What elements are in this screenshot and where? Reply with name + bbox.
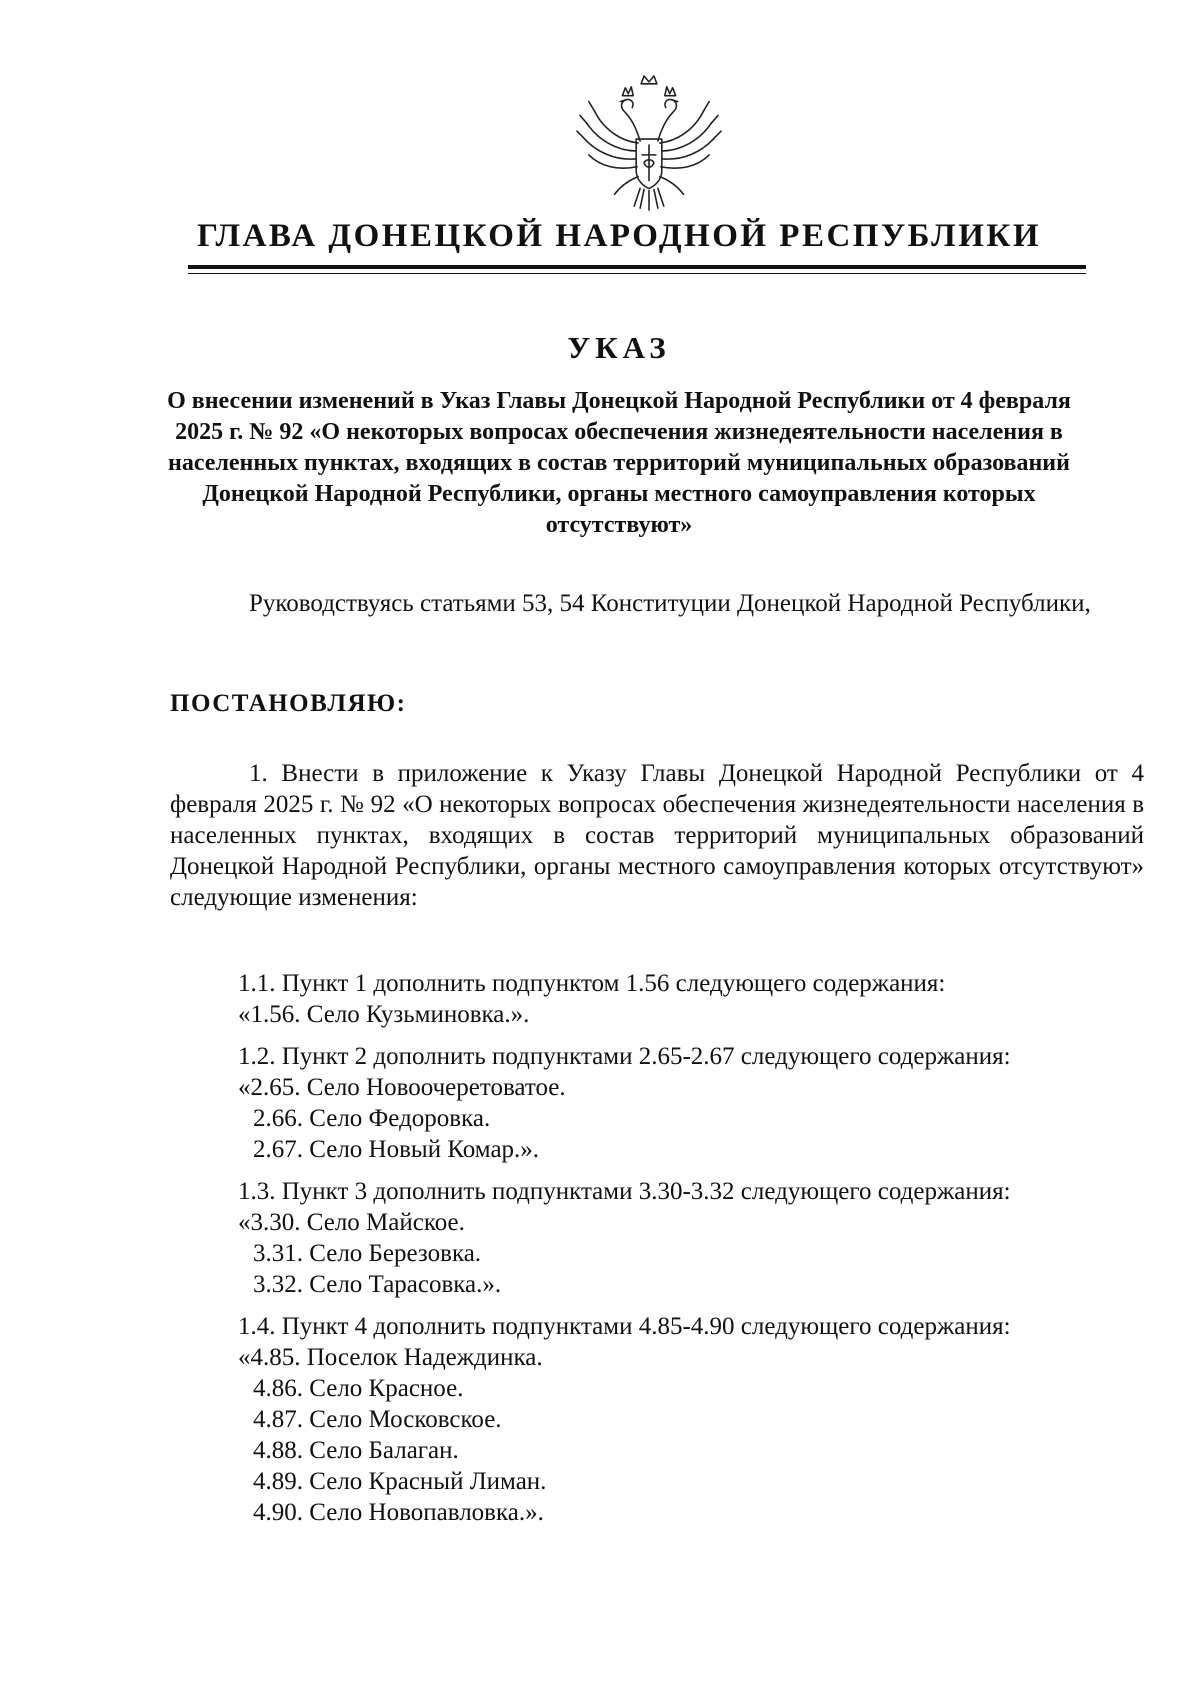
list-item: 4.89. Село Красный Лиман.	[253, 1468, 547, 1495]
subclause-heading: 1.3. Пункт 3 дополнить подпунктами 3.30-3.32 следующего содержания:	[238, 1178, 1011, 1205]
subclause-heading: 1.1. Пункт 1 дополнить подпунктом 1.56 следующего содержания:	[238, 970, 946, 997]
preamble-paragraph: Руководствуясь статьями 53, 54 Конституции Донецкой Народной Республики,	[249, 590, 1091, 617]
header-divider-thin	[188, 273, 1086, 274]
resolve-heading: ПОСТАНОВЛЯЮ:	[170, 690, 407, 717]
list-item: 4.90. Село Новопавловка.».	[253, 1499, 544, 1526]
list-item: «2.65. Село Новоочеретоватое.	[238, 1074, 566, 1101]
list-item: 4.88. Село Балаган.	[253, 1437, 459, 1464]
list-item: 4.87. Село Московское.	[253, 1406, 502, 1433]
list-item: 3.32. Село Тарасовка.».	[253, 1271, 502, 1298]
subclause-1-2	[238, 1041, 1158, 1165]
clause-1-paragraph: 1. Внести в приложение к Указу Главы Донецкой Народной Республики от 4 февраля 2025 г. № 92 «О некоторых вопросах обеспечения жизнедеятельности населения в населенных пунктах, входящих в состав территорий муниципальных образований Донецкой Народной Республики, органы местного самоуправления которых отсутствуют» следующие изменения:	[170, 760, 1144, 911]
subclause-1-1	[238, 968, 1158, 1030]
subclause-heading: 1.2. Пункт 2 дополнить подпунктами 2.65-2.67 следующего содержания:	[238, 1043, 1011, 1070]
issuer-heading: ГЛАВА ДОНЕЦКОЙ НАРОДНОЙ РЕСПУБЛИКИ	[196, 218, 1042, 254]
subclause-1-4	[238, 1311, 1158, 1528]
header-divider-thick	[188, 265, 1086, 269]
subclause-list	[238, 968, 1158, 1539]
list-item: 2.67. Село Новый Комар.».	[253, 1136, 540, 1163]
list-item: 4.86. Село Красное.	[253, 1375, 464, 1402]
decree-subject: О внесении изменений в Указ Главы Донецкой Народной Республики от 4 февраля 2025 г. № 92 «О некоторых вопросах обеспечения жизнедеятельности населения в населенных пунктах, входящих в состав территорий муниципальных образований Донецкой Народной Республики, органы местного самоуправления которых отсутствуют»	[167, 388, 1071, 538]
list-item: «1.56. Село Кузьминовка.».	[238, 1001, 530, 1028]
double-headed-eagle-emblem	[575, 72, 723, 220]
list-item: 2.66. Село Федоровка.	[253, 1105, 491, 1132]
subclause-1-3	[238, 1176, 1158, 1300]
subclause-heading: 1.4. Пункт 4 дополнить подпунктами 4.85-4.90 следующего содержания:	[238, 1313, 1011, 1340]
list-item: «4.85. Поселок Надеждинка.	[238, 1344, 543, 1371]
document-type-title: УКАЗ	[567, 330, 671, 365]
list-item: «3.30. Село Майское.	[238, 1209, 465, 1236]
list-item: 3.31. Село Березовка.	[253, 1240, 482, 1267]
